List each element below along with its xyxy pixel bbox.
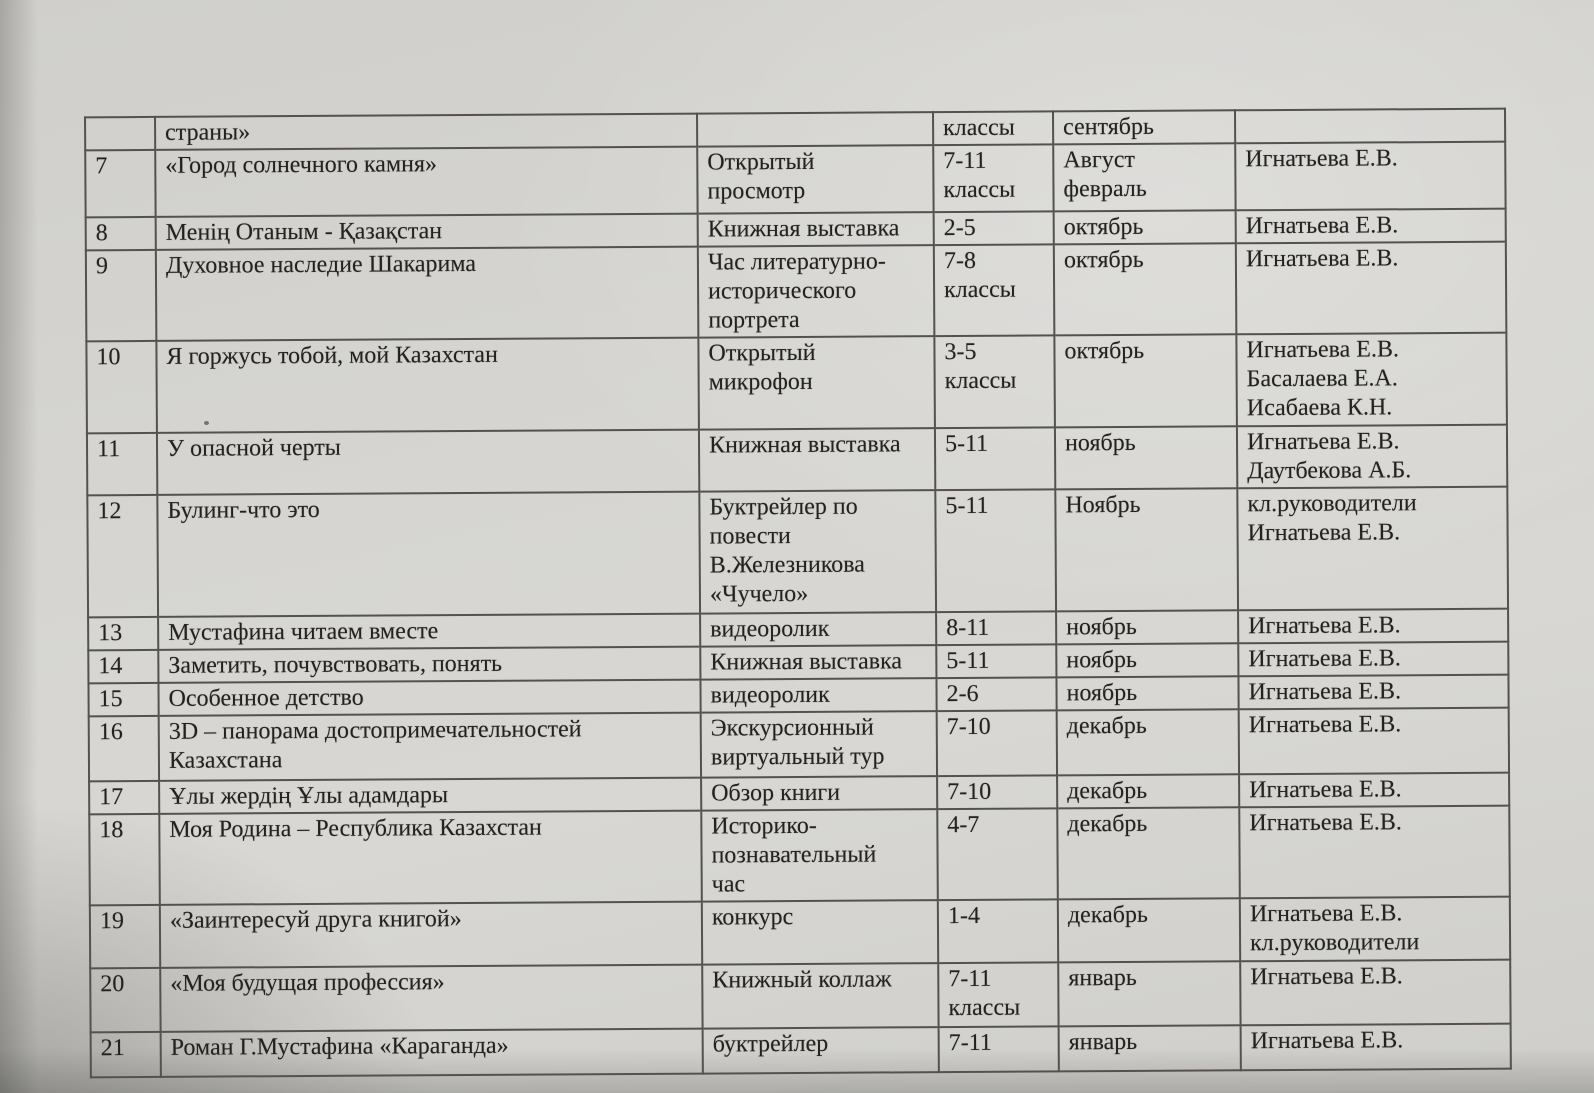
cell-month: октябрь [1054,243,1237,335]
cell-responsible: Игнатьева Е.В. кл.руководители [1240,897,1510,962]
cell-responsible: Игнатьева Е.В. [1238,609,1508,644]
cell-form [697,112,933,146]
cell-responsible: Игнатьева Е.В. [1236,242,1507,335]
cell-num: 17 [89,781,159,814]
cell-month: Август февраль [1053,143,1235,211]
cell-responsible: Игнатьева Е.В. [1240,960,1510,1026]
cell-title: Особенное детство [158,680,700,716]
cell-responsible: Игнатьева Е.В. [1239,708,1509,775]
cell-form: Экскурсионный виртуальный тур [701,711,937,777]
cell-num: 9 [86,250,157,341]
table-row [89,806,1510,906]
cell-num: 12 [87,495,158,617]
cell-title: страны» [155,114,697,150]
cell-title: Роман Г.Мустафина «Караганда» [161,1029,703,1077]
cell-form: Открытый просмотр [697,145,933,213]
cell-form: видеоролик [700,612,936,646]
cell-num: 16 [89,716,159,781]
cell-classes: 5-11 [936,644,1056,678]
cell-classes: 7-11 классы [938,962,1058,1027]
cell-form: буктрейлер [703,1027,939,1073]
cell-month: ноябрь [1056,676,1238,710]
cell-month: декабрь [1057,774,1239,808]
cell-month: декабрь [1057,807,1240,899]
cell-month: январь [1059,1025,1241,1071]
cell-classes: 5-11 [935,427,1055,490]
cell-title: Заметить, почувствовать, понять [158,647,700,683]
cell-form: Книжная выставка [700,645,936,679]
cell-month: январь [1058,961,1240,1026]
table-row [86,242,1507,342]
cell-responsible: Игнатьева Е.В. [1241,1024,1511,1071]
cell-title: Я горжусь тобой, мой Казахстан [156,338,699,433]
cell-month: декабрь [1057,709,1239,775]
cell-form: видеоролик [700,678,936,712]
events-table-wrap [84,108,1510,1079]
cell-month: Ноябрь [1055,488,1238,611]
table-row [91,1024,1511,1078]
cell-title: У опасной черты [157,430,699,495]
cell-classes: 7-11 [939,1026,1059,1072]
cell-num: 8 [86,217,156,250]
cell-month: октябрь [1054,210,1236,244]
cell-num: 21 [91,1032,161,1077]
events-table [84,108,1512,1079]
cell-month: ноябрь [1055,426,1237,489]
cell-title: Булинг-что это [157,492,700,617]
cell-num: 10 [86,341,157,433]
table-row [87,425,1507,496]
cell-month: ноябрь [1056,610,1238,644]
cell-classes: 7-10 [937,775,1057,809]
cell-num: 15 [88,683,158,716]
cell-responsible: Игнатьева Е.В. [1238,675,1508,710]
cell-responsible: Игнатьева Е.В. [1235,142,1505,211]
cell-num: 19 [90,905,160,968]
cell-form: Книжная выставка [698,212,934,246]
cell-classes: 7-8 классы [934,244,1055,336]
cell-responsible: Игнатьева Е.В. Даутбекова А.Б. [1237,425,1507,489]
cell-responsible: Игнатьева Е.В. [1238,642,1508,677]
cell-form: Книжная выставка [699,428,935,491]
cell-title: «Моя будущая профессия» [160,965,702,1032]
cell-responsible: Игнатьева Е.В. [1236,209,1506,244]
cell-responsible: Игнатьева Е.В. [1239,806,1510,899]
cell-classes: 3-5 классы [934,335,1055,428]
table-row [90,897,1510,969]
cell-month: декабрь [1058,898,1240,962]
cell-num: 7 [85,150,155,217]
cell-num: 13 [88,617,158,650]
cell-title: «Заинтересуй друга книгой» [160,902,702,968]
cell-title: Моя Родина – Республика Казахстан [159,811,702,905]
cell-form: Час литературно- исторического портрета [698,245,935,337]
cell-num: 14 [88,650,158,683]
cell-responsible [1235,109,1505,144]
cell-form: Историко- познавательный час [701,809,938,901]
table-row [90,960,1510,1033]
cell-form: конкурс [702,900,938,964]
cell-month: сентябрь [1053,110,1235,144]
cell-classes: 7-10 [937,710,1057,776]
cell-classes: 4-7 [937,808,1058,900]
cell-title: Духовное наследие Шакарима [156,247,699,341]
table-row [85,142,1505,218]
cell-form: Буктрейлер по повести В.Железникова «Чучело» [699,490,936,613]
cell-num: 20 [90,968,160,1032]
cell-form: Обзор книги [701,776,937,810]
cell-classes: классы [933,111,1053,145]
cell-num: 18 [89,814,160,905]
cell-classes: 2-5 [934,211,1054,245]
cell-month: ноябрь [1056,643,1238,677]
cell-form: Открытый микрофон [698,336,935,429]
cell-responsible: Игнатьева Е.В. [1239,773,1509,808]
cell-num: 11 [87,433,157,495]
table-row [87,487,1508,618]
cell-title: Ұлы жердің Ұлы адамдары [159,778,701,814]
cell-month: октябрь [1054,334,1237,427]
cell-responsible: кл.руководители Игнатьева Е.В. [1237,487,1508,611]
cell-classes: 1-4 [938,899,1058,963]
cell-num [85,117,155,150]
cell-classes: 7-11 классы [933,144,1053,212]
cell-classes: 2-6 [936,677,1056,711]
cell-form: Книжный коллаж [702,963,938,1028]
cell-title: «Город солнечного камня» [155,147,697,217]
table-row [86,333,1507,434]
cell-title: Менің Отаным - Қазақстан [156,214,698,250]
cell-responsible: Игнатьева Е.В. Басалаева Е.А. Исабаева К.Н. [1236,333,1507,427]
cell-classes: 5-11 [935,489,1056,612]
table-row [89,708,1509,782]
cell-title: Мустафина читаем вместе [158,614,700,650]
cell-classes: 8-11 [936,611,1056,645]
cell-title: 3D – панорама достопримечательностей Казахстана [159,713,701,781]
